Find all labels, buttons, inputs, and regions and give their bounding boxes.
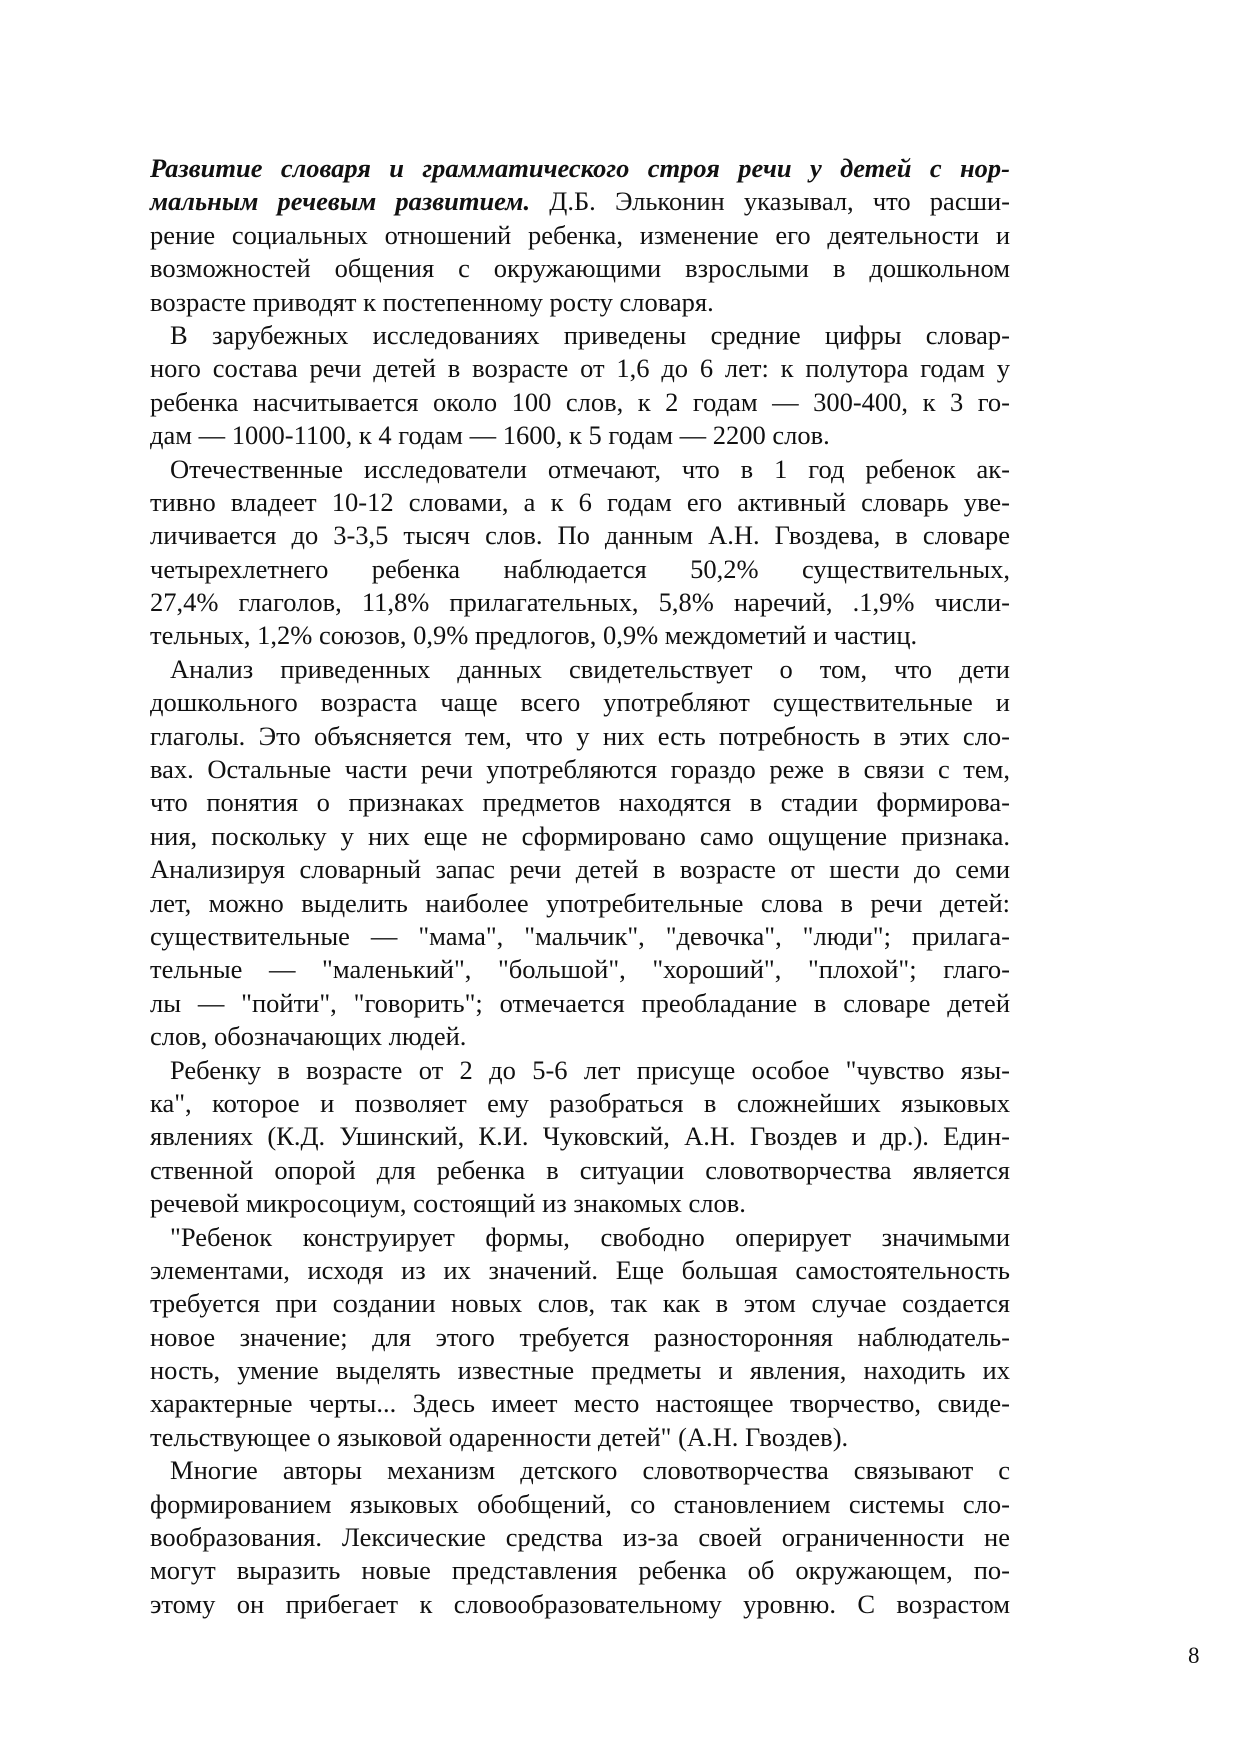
text-line: требуется при создании новых слов, так как в этом случае создается [150,1288,1010,1319]
text-line: дошкольного возраста чаще всего употребляют существительные и [150,687,1010,718]
text-line: рение социальных отношений ребенка, изменение его деятельности и [150,219,1010,250]
text-line: формированием языковых обобщений, со становлением системы сло- [150,1488,1010,1519]
text-line: ность, умение выделять известные предметы и явления, находить их [150,1355,1010,1386]
text-line: характерные черты... Здесь имеет место настоящее творчество, свиде- [150,1388,1010,1419]
text-line: лет, можно выделить наиболее употребительные слова в речи детей: [150,887,1010,918]
text-line: ния, поскольку у них еще не сформировано само ощущение признака. [150,820,1010,851]
text-line: возрасте приводят к постепенному росту словаря. [150,286,714,317]
text-line: тельствующее о языковой одаренности детей" (А.Н. Гвоздев). [150,1421,849,1452]
text-line: Анализ приведенных данных свидетельствует о том, что дети [170,653,1010,684]
text-line: глаголы. Это объясняется тем, что у них есть потребность в этих сло- [150,720,1010,751]
text-line: дам — 1000-1100, к 4 годам — 1600, к 5 годам — 2200 слов. [150,420,830,451]
text-line: 27,4% глаголов, 11,8% прилагательных, 5,8% наречий, .1,9% числи- [150,587,1010,618]
text-line: Многие авторы механизм детского словотворчества связывают с [170,1455,1010,1486]
text-line: тельные — "маленький", "большой", "хороший", "плохой"; глаго- [150,954,1010,985]
text-line: могут выразить новые представления ребенка об окружающем, по- [150,1555,1010,1586]
text-line: этому он прибегает к словообразовательному уровню. С возрастом [150,1588,1010,1619]
text-line: ребенка насчитывается около 100 слов, к 2 годам — 300-400, к 3 го- [150,386,1010,417]
heading-line: Развитие словаря и грамматического строя речи у детей с нор- [150,153,1010,183]
page-body [150,152,1010,1621]
text-line [150,185,1010,218]
text-line: лы — "пойти", "говорить"; отмечается преобладание в словаре детей [150,987,1010,1018]
text-line: "Ребенок конструирует формы, свободно оперирует значимыми [170,1221,1010,1252]
text-line: ка", которое и позволяет ему разобраться в сложнейших языковых [150,1087,1010,1118]
text-line: слов, обозначающих людей. [150,1021,467,1052]
text-line: вообразования. Лексические средства из-за своей ограниченности не [150,1522,1010,1553]
page-number: 8 [1188,1643,1200,1668]
text-line: речевой микросоциум, состоящий из знакомых слов. [150,1188,746,1219]
text-line: что понятия о признаках предметов находятся в стадии формирова- [150,787,1010,818]
text-line: Отечественные исследователи отмечают, что в 1 год ребенок ак- [170,453,1010,484]
text-line: ственной опорой для ребенка в ситуации словотворчества является [150,1154,1010,1185]
heading-line: мальным речевым развитием. [150,186,531,217]
text-line: возможностей общения с окружающими взрослыми в дошкольном [150,253,1010,284]
text-line: явлениях (К.Д. Ушинский, К.И. Чуковский, А.Н. Гвоздев и др.). Един- [150,1121,1010,1152]
text-line: ного состава речи детей в возрасте от 1,6 до 6 лет: к полутора годам у [150,353,1010,384]
text-segment: Д.Б. Эльконин указывал, что расши- [530,186,1010,217]
text-line: личивается до 3-3,5 тысяч слов. По данным А.Н. Гвоздева, в словаре [150,520,1010,551]
text-line: элементами, исходя из их значений. Еще большая самостоятельность [150,1254,1010,1285]
text-line: Ребенку в возрасте от 2 до 5-6 лет присуще особое "чувство язы- [170,1054,1010,1085]
text-line: четырехлетнего ребенка наблюдается 50,2% существительных, [150,553,1010,584]
text-line: В зарубежных исследованиях приведены средние цифры словар- [170,319,1010,350]
text-line: вах. Остальные части речи употребляются гораздо реже в связи с тем, [150,754,1010,785]
text-line: тивно владеет 10-12 словами, а к 6 годам его активный словарь уве- [150,486,1010,517]
text-line: существительные — "мама", "мальчик", "девочка", "люди"; прилага- [150,920,1010,951]
text-line: тельных, 1,2% союзов, 0,9% предлогов, 0,9% междометий и частиц. [150,620,918,651]
text-line: Анализируя словарный запас речи детей в возрасте от шести до семи [150,854,1010,885]
text-line: новое значение; для этого требуется разносторонняя наблюдатель- [150,1321,1010,1352]
